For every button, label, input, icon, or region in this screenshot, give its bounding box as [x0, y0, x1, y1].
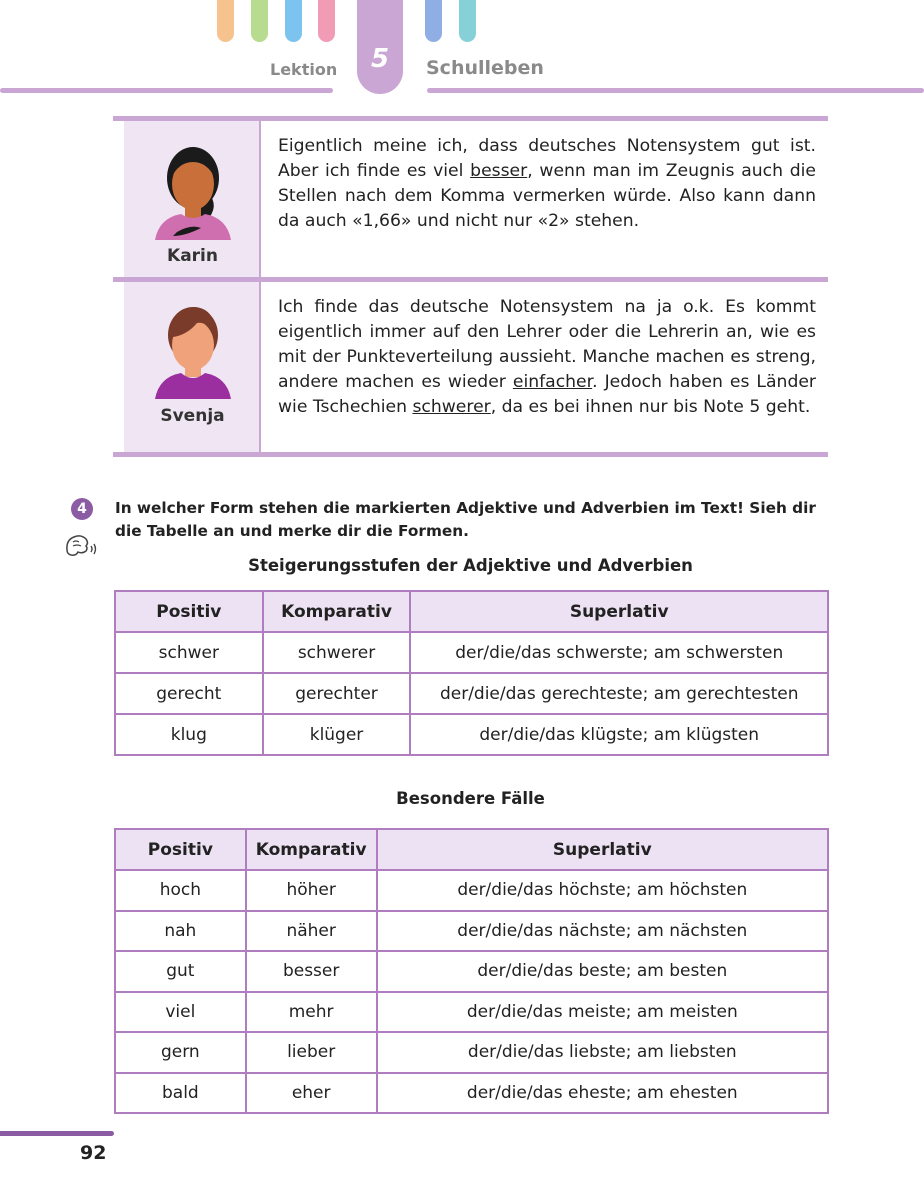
task-number-badge: 4	[71, 498, 93, 520]
cell-komparativ: mehr	[246, 992, 377, 1033]
table-row	[115, 714, 828, 755]
special-cases-table	[114, 828, 829, 1114]
cell-superlativ: der/die/das beste; am besten	[377, 951, 828, 992]
person-statement	[278, 134, 816, 234]
table-row	[115, 632, 828, 673]
cell-komparativ: näher	[246, 911, 377, 952]
female-avatar-icon	[151, 295, 235, 399]
header-color-tabs	[0, 0, 924, 45]
statement-text: . Jedoch haben es Länder wie Tschechien	[278, 372, 816, 417]
lesson-number: 5	[370, 44, 390, 74]
cell-komparativ: besser	[246, 951, 377, 992]
table-row	[115, 870, 828, 911]
cell-komparativ: klüger	[263, 714, 411, 755]
column-header: Positiv	[115, 591, 263, 632]
cell-positiv: viel	[115, 992, 246, 1033]
cell-positiv: gerecht	[115, 673, 263, 714]
cell-komparativ: schwerer	[263, 632, 411, 673]
table-row	[115, 992, 828, 1033]
person-name: Svenja	[160, 406, 225, 426]
table-row	[115, 951, 828, 992]
cell-superlativ: der/die/das liebste; am liebsten	[377, 1032, 828, 1073]
color-tab	[251, 0, 268, 42]
table-title: Besondere Fälle	[396, 789, 545, 808]
color-tab	[425, 0, 442, 42]
table-row	[115, 1073, 828, 1114]
lesson-title: Schulleben	[426, 57, 544, 79]
column-header: Positiv	[115, 829, 246, 870]
table-row	[115, 673, 828, 714]
cell-positiv: hoch	[115, 870, 246, 911]
female-avatar-icon	[151, 132, 235, 240]
marked-adjective: einfacher	[512, 372, 593, 392]
hand-ear-icon	[64, 532, 100, 558]
cell-positiv: gern	[115, 1032, 246, 1073]
header-divider-right	[427, 88, 924, 93]
lektion-label: Lektion	[270, 60, 338, 79]
column-header: Superlativ	[410, 591, 828, 632]
header-divider-left	[0, 88, 333, 93]
marked-adjective: schwerer	[412, 397, 491, 417]
cell-positiv: bald	[115, 1073, 246, 1114]
table-title: Steigerungsstufen der Adjektive und Adverbien	[248, 556, 693, 575]
person-name: Karin	[167, 246, 218, 266]
column-header: Komparativ	[246, 829, 377, 870]
table-row	[115, 1032, 828, 1073]
statement-text: Eigentlich meine ich, dass deutsches Notensystem gut ist. Aber ich finde es viel	[278, 136, 816, 181]
marked-adjective: besser	[470, 161, 528, 181]
table-row	[115, 911, 828, 952]
person-statement	[278, 295, 816, 420]
cell-positiv: nah	[115, 911, 246, 952]
cell-superlativ: der/die/das höchste; am höchsten	[377, 870, 828, 911]
cell-positiv: gut	[115, 951, 246, 992]
color-tab	[459, 0, 476, 42]
cell-superlativ: der/die/das meiste; am meisten	[377, 992, 828, 1033]
statement-text: , wenn man im Zeugnis auch die Stellen nach dem Komma vermerken würde. Also kann dann da auch «1,66» und nicht nur «2» stehen.	[278, 161, 816, 231]
cell-superlativ: der/die/das schwerste; am schwersten	[410, 632, 828, 673]
color-tab	[217, 0, 234, 42]
column-header: Superlativ	[377, 829, 828, 870]
cell-komparativ: lieber	[246, 1032, 377, 1073]
color-tab	[285, 0, 302, 42]
cell-komparativ: höher	[246, 870, 377, 911]
cell-superlativ: der/die/das gerechteste; am gerechtesten	[410, 673, 828, 714]
comparison-table	[114, 590, 829, 756]
color-tab	[318, 0, 335, 42]
card-divider	[113, 452, 828, 457]
task-instruction: In welcher Form stehen die markierten Adjektive und Adverbien im Text! Sieh dir die Tabelle an und merke dir die Formen.	[115, 499, 816, 540]
cell-komparativ: gerechter	[263, 673, 411, 714]
cell-superlativ: der/die/das eheste; am ehesten	[377, 1073, 828, 1114]
footer-divider	[0, 1131, 114, 1136]
cell-superlativ: der/die/das nächste; am nächsten	[377, 911, 828, 952]
cell-positiv: klug	[115, 714, 263, 755]
statement-text: , da es bei ihnen nur bis Note 5 geht.	[490, 397, 811, 417]
cell-positiv: schwer	[115, 632, 263, 673]
column-header: Komparativ	[263, 591, 411, 632]
cell-superlativ: der/die/das klügste; am klügsten	[410, 714, 828, 755]
page-number: 92	[80, 1142, 107, 1164]
statement-text: Ich finde das deutsche Notensystem na ja o.k. Es kommt eigentlich immer auf den Lehrer oder die Lehrerin an, wie es mit der Punkteverteilung aussieht. Manche machen es streng, andere machen es wieder	[278, 297, 816, 392]
cell-komparativ: eher	[246, 1073, 377, 1114]
